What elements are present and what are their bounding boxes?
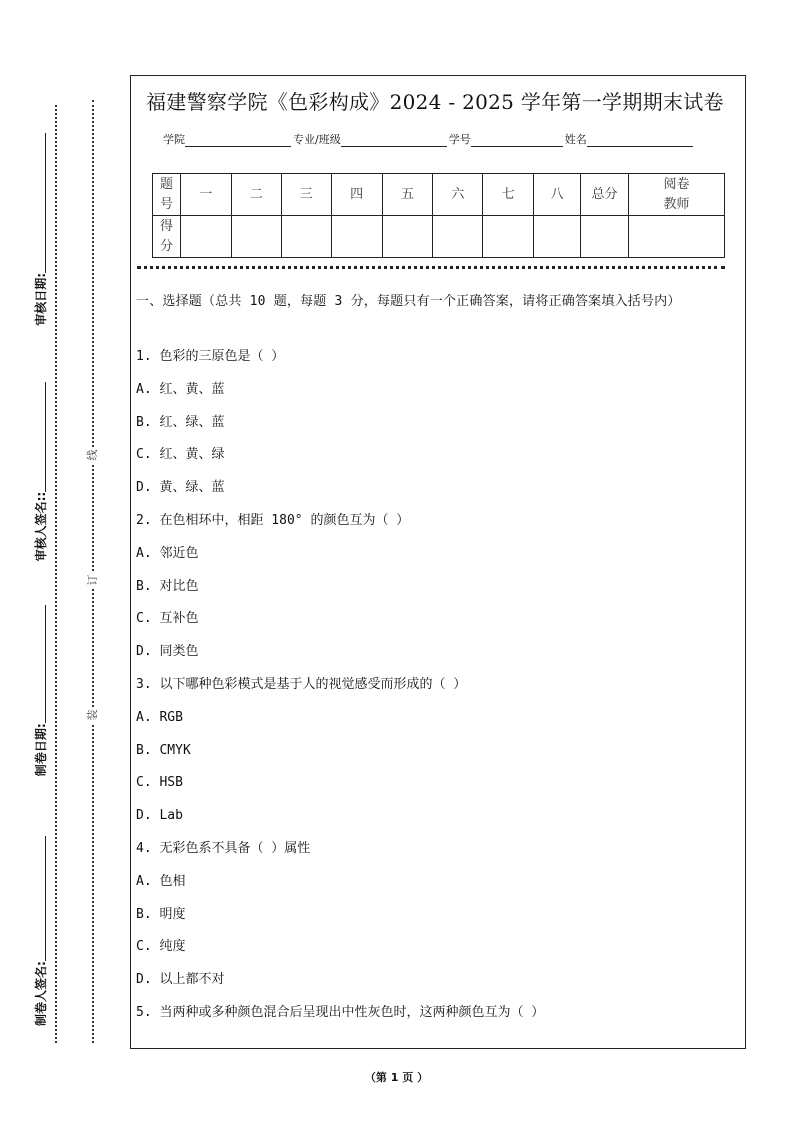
reviewer-sign-field[interactable] (34, 382, 46, 492)
score-cell[interactable] (433, 216, 483, 258)
option: B. 明度 (136, 906, 186, 922)
college-label: 学院 (163, 133, 185, 146)
score-cell[interactable] (581, 216, 629, 258)
col-6: 六 (433, 174, 483, 216)
col-7: 七 (483, 174, 534, 216)
name-field[interactable] (587, 133, 693, 147)
option: C. 互补色 (136, 611, 199, 627)
maker-sign-label: 制卷人签名: (33, 961, 48, 1026)
student-info-row (163, 131, 695, 147)
option: D. 黄、绿、蓝 (136, 480, 225, 496)
col-3: 三 (281, 174, 331, 216)
option: B. CMYK (136, 742, 191, 758)
major-label: 专业/班级 (293, 133, 341, 146)
col-reviewer: 阅卷教师 (629, 174, 725, 216)
header-separator (137, 266, 725, 269)
question: 3. 以下哪种色彩模式是基于人的视觉感受而形成的（ ） (136, 676, 467, 692)
option: C. 红、黄、绿 (136, 447, 225, 463)
option: A. 邻近色 (136, 545, 199, 561)
option: D. Lab (136, 808, 183, 824)
section-heading: 一、选择题（总共 10 题，每题 3 分，每题只有一个正确答案，请将正确答案填入括号内） (136, 294, 681, 309)
maker-date-field[interactable] (34, 605, 46, 723)
binding-dotted-line-outer (55, 105, 57, 1043)
header-label: 题号 (153, 174, 181, 216)
option: D. 以上都不对 (136, 972, 225, 988)
student-id-field[interactable] (471, 133, 563, 147)
score-label: 得分 (153, 216, 181, 258)
maker-sign-field[interactable] (34, 836, 46, 961)
question: 5. 当两种或多种颜色混合后呈现出中性灰色时，这两种颜色互为（ ） (136, 1004, 545, 1020)
option: A. 色相 (136, 873, 186, 889)
question: 1. 色彩的三原色是（ ） (136, 349, 285, 364)
bind-char-ding: 订 (85, 572, 101, 588)
score-cell[interactable] (180, 216, 231, 258)
score-row (153, 216, 725, 258)
page-number: （第 1 页 ） (364, 1071, 429, 1084)
option: B. 对比色 (136, 578, 199, 594)
score-cell[interactable] (483, 216, 534, 258)
option: B. 红、绿、蓝 (136, 414, 225, 430)
score-cell[interactable] (281, 216, 331, 258)
bind-char-xian: 线 (85, 447, 101, 463)
major-field[interactable] (341, 133, 447, 147)
option: A. 红、黄、蓝 (136, 381, 225, 397)
option: A. RGB (136, 709, 183, 725)
maker-date-label: 制卷日期: (33, 723, 48, 777)
review-date-label: 审核日期: (33, 272, 48, 326)
reviewer-sign-label: 审核人签名:: (33, 491, 48, 562)
col-1: 一 (180, 174, 231, 216)
exam-title: 福建警察学院《色彩构成》2024 - 2025 学年第一学期期末试卷 (146, 90, 724, 114)
score-cell[interactable] (534, 216, 581, 258)
col-4: 四 (331, 174, 382, 216)
option: C. 纯度 (136, 939, 186, 955)
student-id-label: 学号 (448, 133, 471, 146)
header-row (153, 174, 725, 216)
name-label: 姓名 (564, 133, 587, 146)
option: C. HSB (136, 775, 183, 791)
col-5: 五 (382, 174, 433, 216)
score-cell[interactable] (331, 216, 382, 258)
col-2: 二 (231, 174, 281, 216)
col-8: 八 (534, 174, 581, 216)
score-cell[interactable] (382, 216, 433, 258)
score-table (152, 173, 725, 258)
question: 4. 无彩色系不具备（ ）属性 (136, 840, 311, 856)
review-date-field[interactable] (34, 133, 46, 273)
score-cell[interactable] (231, 216, 281, 258)
questions (136, 292, 740, 1030)
score-cell[interactable] (629, 216, 725, 258)
question: 2. 在色相环中，相距 180° 的颜色互为（ ） (136, 512, 410, 528)
col-total: 总分 (581, 174, 629, 216)
bind-char-zhuang: 装 (85, 707, 101, 723)
margin-signature-strip (30, 100, 50, 1040)
option: D. 同类色 (136, 644, 199, 660)
college-field[interactable] (185, 133, 291, 147)
